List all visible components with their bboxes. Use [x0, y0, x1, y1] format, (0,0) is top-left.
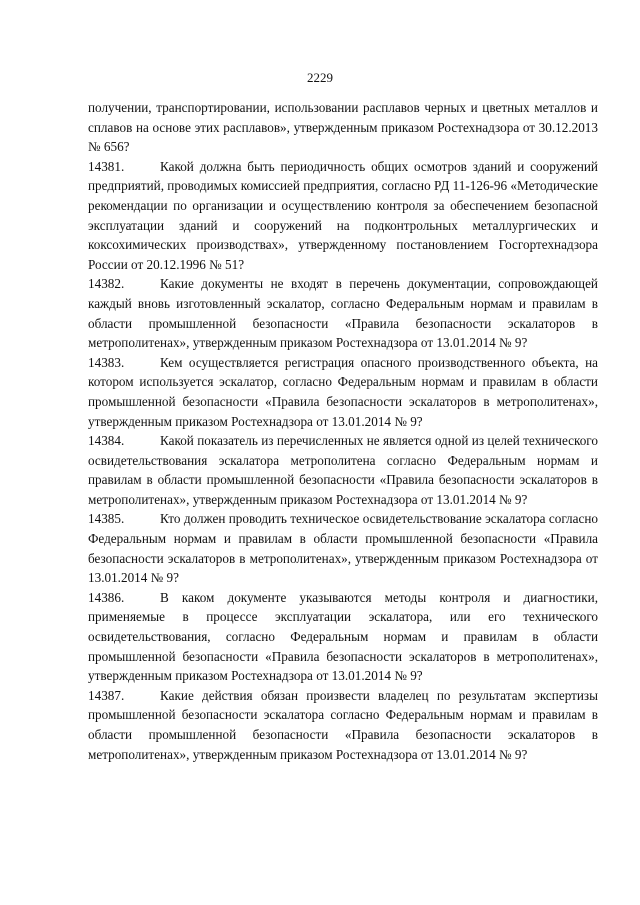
question-number: 14383.	[88, 354, 125, 370]
question-text: Какие действия обязан произвести владелец по результатам экспертизы промышленной безопасности эскалатора согласно Федеральным нормам и правилам в области промышленной безопасности «Правила безопасности эскалаторов в метрополитенах», утвержденным приказом Ростехнадзора от 13.01.2014 № 9?	[88, 687, 598, 762]
question-number: 14386.	[88, 589, 125, 605]
page-number: 2229	[307, 70, 333, 85]
question-number: 14387.	[88, 687, 125, 703]
question-14381	[88, 157, 598, 275]
continuation-paragraph: получении, транспортировании, использовании расплавов черных и цветных металлов и сплавов на основе этих расплавов», утвержденным приказом Ростехнадзора от 30.12.2013 № 656?	[88, 100, 598, 155]
question-text: Кто должен проводить техническое освидетельствование эскалатора согласно Федеральным нормам и правилам в области промышленной безопасности «Правила безопасности эскалаторов в метрополитенах», утвержденным приказом Ростехнадзора от 13.01.2014 № 9?	[88, 511, 598, 586]
question-14383	[88, 353, 598, 431]
question-text: В каком документе указываются методы контроля и диагностики, применяемые в процессе эксплуатации эскалатора, или его технического освидетельствования, согласно Федеральным нормам и правилам в области промышленной безопасности «Правила безопасности эскалаторов в метрополитенах», утвержденным приказом Ростехнадзора от 13.01.2014 № 9?	[88, 589, 598, 684]
question-text: Кем осуществляется регистрация опасного производственного объекта, на котором используется эскалатор, согласно Федеральным нормам и правилам в области промышленной безопасности «Правила безопасности эскалаторов в метрополитенах», утвержденным приказом Ростехнадзора от 13.01.2014 № 9?	[88, 354, 598, 429]
question-text: Какой показатель из перечисленных не является одной из целей технического освидетельствования эскалатора метрополитена согласно Федеральным нормам и правилам в области промышленной безопасности «Правила безопасности эскалаторов в метрополитенах», утвержденным приказом Ростехнадзора от 13.01.2014 № 9?	[88, 433, 598, 507]
page-body	[88, 98, 598, 764]
question-number: 14385.	[88, 511, 125, 527]
question-14386	[88, 588, 598, 686]
question-number: 14382.	[88, 276, 125, 292]
question-text: Какие документы не входят в перечень документации, сопровождающей каждый вновь изготовленный эскалатор, согласно Федеральным нормам и правилам в области промышленной безопасности «Правила безопасности эскалаторов в метрополитенах», утвержденным приказом Ростехнадзора от 13.01.2014 № 9?	[88, 276, 598, 351]
question-14382	[88, 274, 598, 352]
question-number: 14384.	[88, 433, 125, 449]
question-14387	[88, 686, 598, 764]
question-14384	[88, 431, 598, 509]
question-text: Какой должна быть периодичность общих осмотров зданий и сооружений предприятий, проводимых комиссией предприятия, согласно РД 11-126-96 «Методические рекомендации по организации и осуществлению контроля за обеспечением безопасной эксплуатации зданий и сооружений на подконтрольных металлургических и коксохимических производствах», утвержденному постановлением Госгортехнадзора России от 20.12.1996 № 51?	[88, 158, 598, 272]
question-14385	[88, 509, 598, 587]
question-number: 14381.	[88, 158, 125, 174]
